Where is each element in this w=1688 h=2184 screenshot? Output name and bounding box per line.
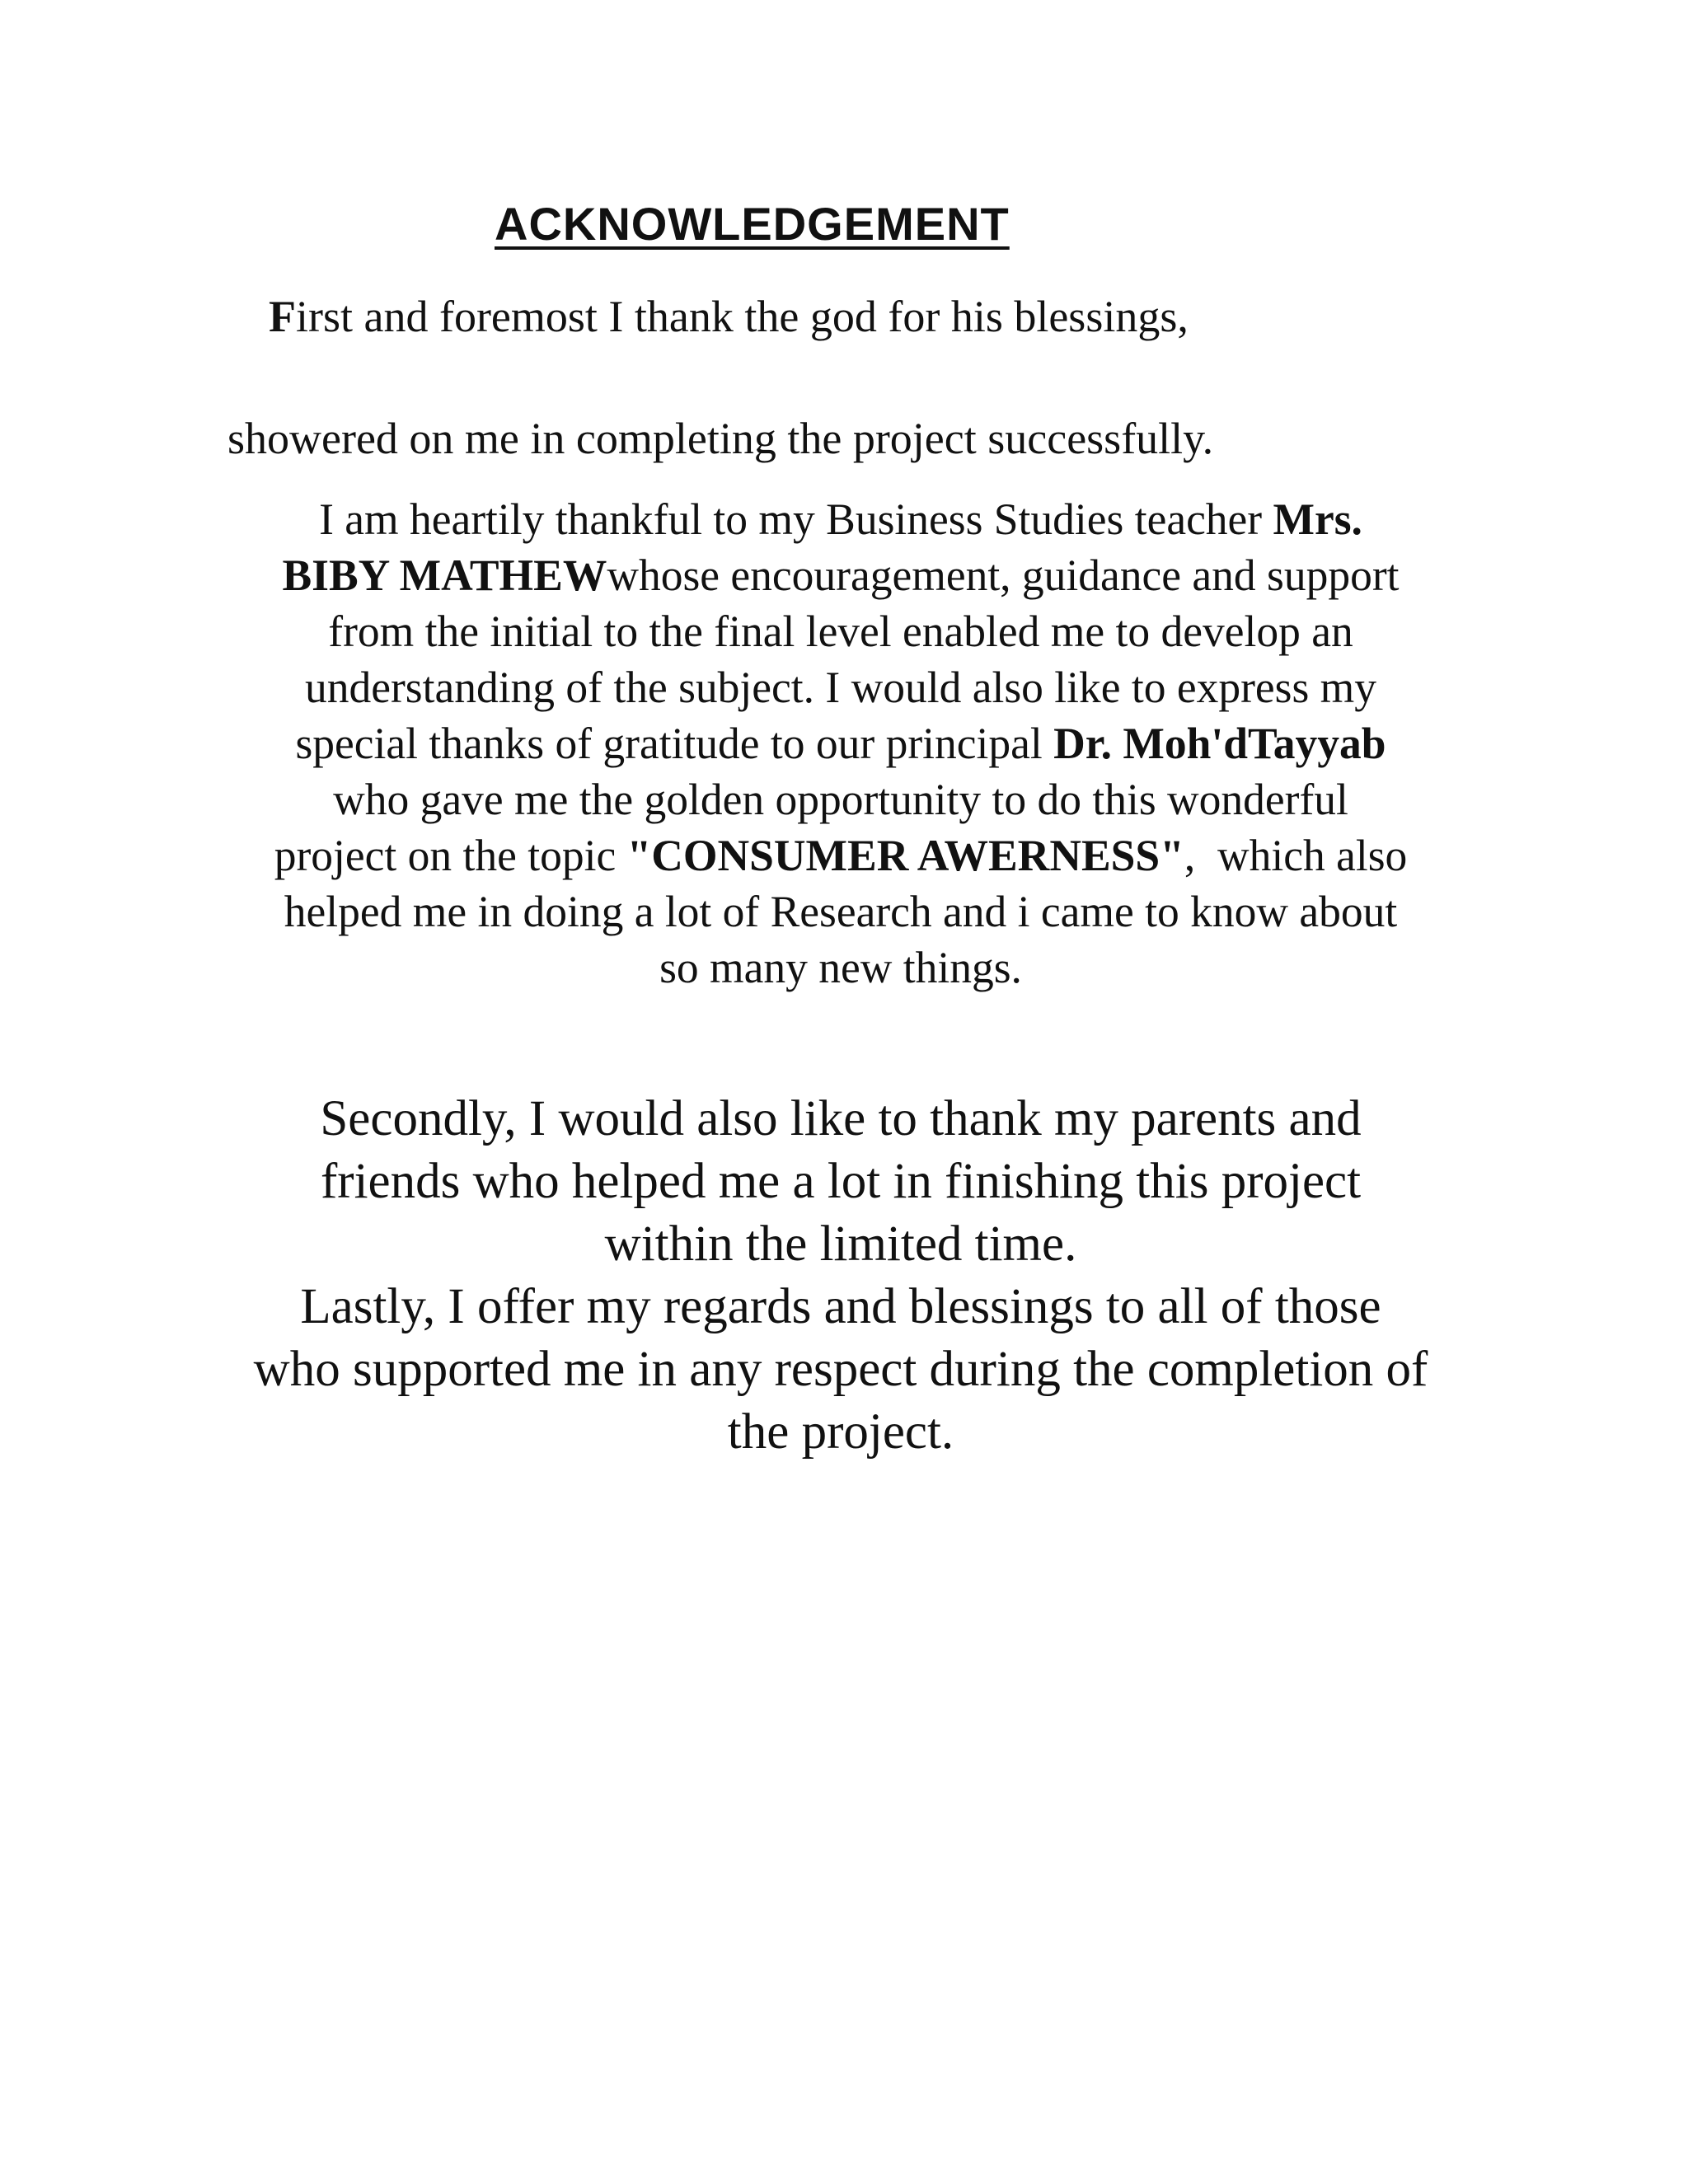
paragraph-line: helped me in doing a lot of Research and i came to know about [284,887,1398,936]
paragraph-line [198,827,1484,883]
paragraph-text: project on the topic [274,831,627,880]
intro-line-2: showered on me in completing the project successfully. [227,414,1214,463]
paragraph-line: Lastly, I offer my regards and blessings to all of those [300,1279,1381,1334]
intro-line-1 [269,290,1189,344]
principal-name: Dr. Moh'dTayyab [1053,719,1386,768]
paragraph-line: who supported me in any respect during the completion of [253,1342,1428,1397]
teacher-title: Mrs. [1273,494,1362,544]
paragraph-line: who gave me the golden opportunity to do this wonderful [333,775,1348,824]
paragraph-line: understanding of the subject. I would also like to express my [304,663,1377,712]
page-title: ACKNOWLEDGEMENT [495,198,1010,250]
paragraph-line [198,715,1484,771]
project-topic: "CONSUMER AWERNESS" [626,831,1184,880]
teacher-name: BIBY MATHEW [282,551,607,600]
paragraph-text: special thanks of gratitude to our principal [295,719,1054,768]
paragraph-line: friends who helped me a lot in finishing this project [320,1154,1362,1209]
paragraph-text: whose encouragement, guidance and support [607,551,1400,600]
paragraph-line: from the initial to the final level enabled me to develop an [328,607,1353,656]
paragraph-line: within the limited time. [604,1216,1077,1272]
acknowledgement-paragraph-1 [198,491,1484,996]
paragraph-text: I am heartily thankful to my Business Studies teacher [319,494,1273,544]
paragraph-line [198,547,1484,603]
acknowledgement-paragraph-2 [181,1088,1500,1464]
paragraph-line: Secondly, I would also like to thank my parents and [320,1091,1362,1146]
paragraph-line: so many new things. [659,943,1022,992]
intro-line-1-text: irst and foremost I thank the god for his blessings, [296,292,1189,341]
paragraph-line [198,491,1484,547]
paragraph-line: the project. [727,1404,954,1460]
drop-initial: F [269,292,296,341]
paragraph-text: , which also [1184,831,1408,880]
